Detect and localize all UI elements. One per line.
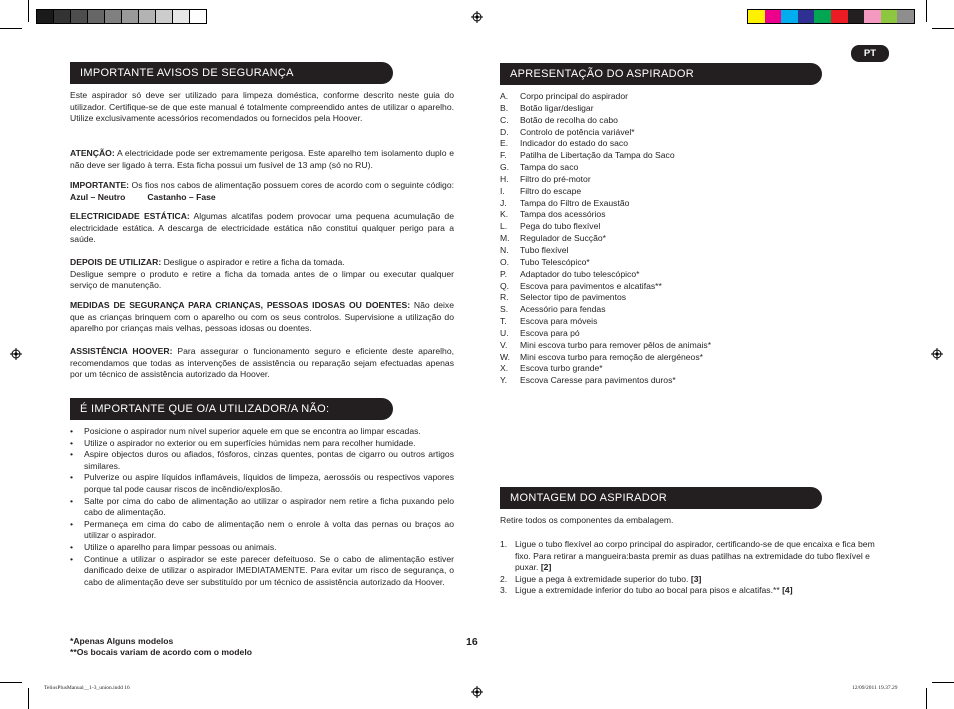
part-label: Regulador de Sucção* <box>520 233 606 244</box>
list-item: • Salte por cima do cabo de alimentação ao utilizar o aspirador nem retire a ficha puxando pelo cabo de alimentação. <box>70 496 454 519</box>
registration-mark-icon <box>931 348 943 360</box>
part-label: Patilha de Libertação da Tampa do Saco <box>520 150 675 161</box>
list-item: • Utilize o aspirador no exterior ou em superfícies húmidas nem para recolher humidade. <box>70 438 454 450</box>
registration-mark-icon <box>10 348 22 360</box>
footnote-nozzles: **Os bocais variam de acordo com o modelo <box>70 647 252 657</box>
part-letter: R. <box>500 292 509 303</box>
gray-swatch <box>53 10 70 23</box>
list-item <box>500 352 711 364</box>
list-item <box>500 281 711 293</box>
gray-swatch <box>155 10 172 23</box>
gray-swatch <box>189 10 206 23</box>
figure-reference: [4] <box>782 585 793 596</box>
static-label: ELECTRICIDADE ESTÁTICA: <box>70 211 190 221</box>
part-label: Botão de recolha do cabo <box>520 114 618 125</box>
part-letter: M. <box>500 233 510 244</box>
section-header-assembly: MONTAGEM DO ASPIRADOR <box>500 487 822 509</box>
list-item: • Permaneça em cima do cabo de alimentação nem o enrole à volta das pernas ou braços ao utilizar o aspirador. <box>70 519 454 542</box>
attention-text: A electricidade pode ser extremamente perigosa. Este aparelho tem isolamento duplo e não deve ser ligado à terra. Esta ficha possui um fusível de 13 amp (só no RU). <box>70 148 454 170</box>
list-item <box>500 363 711 375</box>
step-body: Ligue a pega à extremidade superior do tubo. <box>515 573 691 584</box>
color-swatch <box>781 10 798 23</box>
part-label: Filtro do escape <box>520 185 582 196</box>
children-paragraph <box>70 300 454 335</box>
part-label: Tampa do Filtro de Exaustão <box>520 197 630 208</box>
part-letter: F. <box>500 150 507 161</box>
part-label: Indicador do estado do saco <box>520 138 628 149</box>
after-use-paragraph <box>70 257 454 292</box>
color-swatch <box>814 10 831 23</box>
list-item <box>500 138 711 150</box>
part-letter: H. <box>500 173 509 184</box>
list-item <box>500 375 711 387</box>
list-item <box>500 574 890 586</box>
figure-reference: [2] <box>540 562 552 573</box>
part-letter: Q. <box>500 280 510 291</box>
part-letter: T. <box>500 316 507 327</box>
list-item <box>500 316 711 328</box>
color-swatch <box>864 10 881 23</box>
color-calibration-bar <box>747 9 915 24</box>
list-item <box>500 257 711 269</box>
step-body: Ligue o tubo flexível ao corpo principal do aspirador, certificando-se de que encaixa e fica bem fixo. Para retirar a mangueira:basta premir as duas patilhas na extremidade do tubo flexível e puxar. <box>515 539 875 573</box>
list-item: • Posicione o aspirador num nível superior aquele em que se encontra ao limpar escadas. <box>70 426 454 438</box>
color-swatch <box>831 10 848 23</box>
step-body: Ligue a extremidade inferior do tubo ao bocal para pisos e alcatifas.** <box>515 585 783 596</box>
children-label: MEDIDAS DE SEGURANÇA PARA CRIANÇAS, PESSOAS IDOSAS OU DOENTES: <box>70 300 411 310</box>
code-blue: Azul – Neutro <box>70 191 126 202</box>
part-label: Tampa do saco <box>520 162 579 173</box>
part-label: Acessório para fendas <box>520 304 606 315</box>
parts-list <box>500 91 711 387</box>
code-brown: Castanho – Fase <box>147 191 216 202</box>
list-item <box>500 198 711 210</box>
list-item: • Continue a utilizar o aspirador se este parecer defeituoso. Se o cabo de alimentação estiver danificado deixe de utilizar o aspirador IMEDIATAMENTE. Para evitar um risco de segurança, o cabo de alimentação deve ser substituído por um técnico de assistência autorizado da Hoover. <box>70 554 454 589</box>
part-label: Corpo principal do aspirador <box>520 91 628 101</box>
list-item <box>500 304 711 316</box>
list-item <box>500 539 890 574</box>
part-label: Mini escova turbo para remoção de alergéneos* <box>520 351 703 362</box>
part-label: Mini escova turbo para remover pêlos de animais* <box>520 339 712 350</box>
step-number: 3. <box>500 585 508 596</box>
list-item <box>500 245 711 257</box>
list-item <box>500 209 711 221</box>
list-item <box>500 91 711 103</box>
dont-list <box>70 426 454 588</box>
section-header-presentation: APRESENTAÇÃO DO ASPIRADOR <box>500 63 822 85</box>
part-letter: G. <box>500 162 510 173</box>
static-text: Algumas alcatifas podem provocar uma pequena acumulação de electricidade estática. A descarga de electricidade estática não constitui qualquer perigo para a saúde. <box>70 211 454 245</box>
color-swatch <box>798 10 815 23</box>
part-label: Escova para móveis <box>520 316 598 327</box>
gray-swatch <box>121 10 138 23</box>
language-badge: PT <box>851 45 889 62</box>
after-label: DEPOIS DE UTILIZAR: <box>70 257 162 267</box>
color-swatch <box>765 10 782 23</box>
list-item <box>500 127 711 139</box>
part-letter: E. <box>500 138 509 149</box>
part-letter: C. <box>500 114 509 125</box>
step-text <box>515 539 890 574</box>
part-label: Botão ligar/desligar <box>520 102 594 113</box>
part-label: Tubo Telescópico* <box>520 256 590 267</box>
footer-file: TeliosPlusManual__1-3_union.indd 16 <box>44 685 130 691</box>
part-label: Controlo de potência variável* <box>520 126 635 137</box>
footer-datetime: 12/09/2011 19.37.29 <box>852 685 898 691</box>
assist-label: ASSISTÊNCIA HOOVER: <box>70 346 173 356</box>
registration-mark-icon <box>471 686 483 698</box>
part-label: Escova para pó <box>520 327 580 338</box>
section-header-safety: IMPORTANTE AVISOS DE SEGURANÇA <box>70 62 393 84</box>
part-letter: Y. <box>500 375 508 386</box>
section-header-dont: É IMPORTANTE QUE O/A UTILIZADOR/A NÃO: <box>70 398 393 420</box>
list-item: • Pulverize ou aspire líquidos inflamáveis, líquidos de limpeza, aerossóis ou respectivos vapores porque tal pode causar riscos de incêndio/explosão. <box>70 472 454 495</box>
step-number: 1. <box>500 539 508 549</box>
part-label: Pega do tubo flexível <box>520 221 601 232</box>
color-swatch <box>881 10 898 23</box>
part-letter: J. <box>500 197 507 208</box>
part-letter: N. <box>500 244 509 255</box>
after-text: Desligue o aspirador e retire a ficha da tomada. <box>161 257 345 267</box>
attention-paragraph <box>70 148 454 171</box>
important-paragraph <box>70 180 454 203</box>
part-label: Escova turbo grande* <box>520 363 603 374</box>
list-item: • Utilize o aparelho para limpar pessoas ou animais. <box>70 542 454 554</box>
list-item <box>500 292 711 304</box>
list-item <box>500 233 711 245</box>
gray-swatch <box>87 10 104 23</box>
important-text: Os fios nos cabos de alimentação possuem cores de acordo com o seguinte código: <box>129 180 454 190</box>
important-label: IMPORTANTE: <box>70 180 130 190</box>
list-item <box>500 340 711 352</box>
part-letter: L. <box>500 221 508 232</box>
step-number: 2. <box>500 573 508 584</box>
part-label: Adaptador do tubo telescópico* <box>520 268 640 279</box>
list-item <box>500 269 711 281</box>
list-item <box>500 115 711 127</box>
list-item: • Aspire objectos duros ou afiados, fósforos, cinzas quentes, pontas de cigarro ou outros artigos similares. <box>70 449 454 472</box>
assistance-paragraph <box>70 346 454 381</box>
list-item <box>500 328 711 340</box>
page-number: 16 <box>466 636 478 648</box>
list-item <box>500 162 711 174</box>
registration-mark-icon <box>471 11 483 23</box>
part-letter: O. <box>500 256 510 267</box>
part-letter: B. <box>500 102 509 113</box>
part-letter: V. <box>500 339 508 350</box>
part-letter: A. <box>500 91 509 101</box>
part-label: Tubo flexível <box>520 244 569 255</box>
gray-swatch <box>172 10 189 23</box>
color-swatch <box>897 10 914 23</box>
list-item <box>500 585 890 597</box>
gray-swatch <box>138 10 155 23</box>
assembly-intro: Retire todos os componentes da embalagem. <box>500 515 674 525</box>
static-paragraph <box>70 211 454 246</box>
color-swatch <box>748 10 765 23</box>
gray-swatch <box>37 10 53 23</box>
list-item <box>500 103 711 115</box>
list-item <box>500 150 711 162</box>
step-text <box>515 585 793 597</box>
color-swatch <box>848 10 865 23</box>
grayscale-calibration-bar <box>36 9 207 24</box>
part-label: Tampa dos acessórios <box>520 209 606 220</box>
footnote-models: *Apenas Alguns modelos <box>70 636 174 646</box>
part-letter: W. <box>500 351 511 362</box>
part-label: Selector tipo de pavimentos <box>520 292 627 303</box>
part-label: Escova para pavimentos e alcatifas** <box>520 280 662 291</box>
step-text <box>515 574 701 586</box>
part-letter: S. <box>500 304 509 315</box>
list-item <box>500 174 711 186</box>
gray-swatch <box>104 10 121 23</box>
safety-intro: Este aspirador só deve ser utilizado para limpeza doméstica, conforme descrito neste guia do utilizador. Certifique-se de que este manual é totalmente compreendido antes de utilizar o aparelho. Utilize exclusivamente acessórios recomendados ou fornecidos pela Hoover. <box>70 90 454 124</box>
assist-text: Para assegurar o funcionamento seguro e eficiente deste aparelho, recomendamos que todas as intervenções de assistência ou reparação sejam efectuadas apenas por um técnico de assistência autorizado da Hoover. <box>70 346 455 380</box>
part-letter: U. <box>500 327 509 338</box>
children-text: Não deixe que as crianças brinquem com o aparelho ou com os seus controlos. Supervisione a utilização do aparelho por crianças mais velhas, pessoas idosas ou doentes. <box>70 300 454 334</box>
part-label: Filtro do pré-motor <box>520 173 591 184</box>
part-letter: I. <box>500 185 505 196</box>
gray-swatch <box>70 10 87 23</box>
list-item <box>500 221 711 233</box>
part-letter: X. <box>500 363 509 374</box>
after-text-2: Desligue sempre o produto e retire a ficha da tomada antes de o limpar ou executar qualquer serviço de manutenção. <box>70 268 454 291</box>
part-letter: P. <box>500 268 508 279</box>
assembly-steps <box>500 539 890 597</box>
list-item <box>500 186 711 198</box>
part-label: Escova Caresse para pavimentos duros* <box>520 375 676 386</box>
part-letter: K. <box>500 209 509 220</box>
attention-label: ATENÇÃO: <box>70 148 115 158</box>
figure-reference: [3] <box>690 573 702 584</box>
part-letter: D. <box>500 126 509 137</box>
